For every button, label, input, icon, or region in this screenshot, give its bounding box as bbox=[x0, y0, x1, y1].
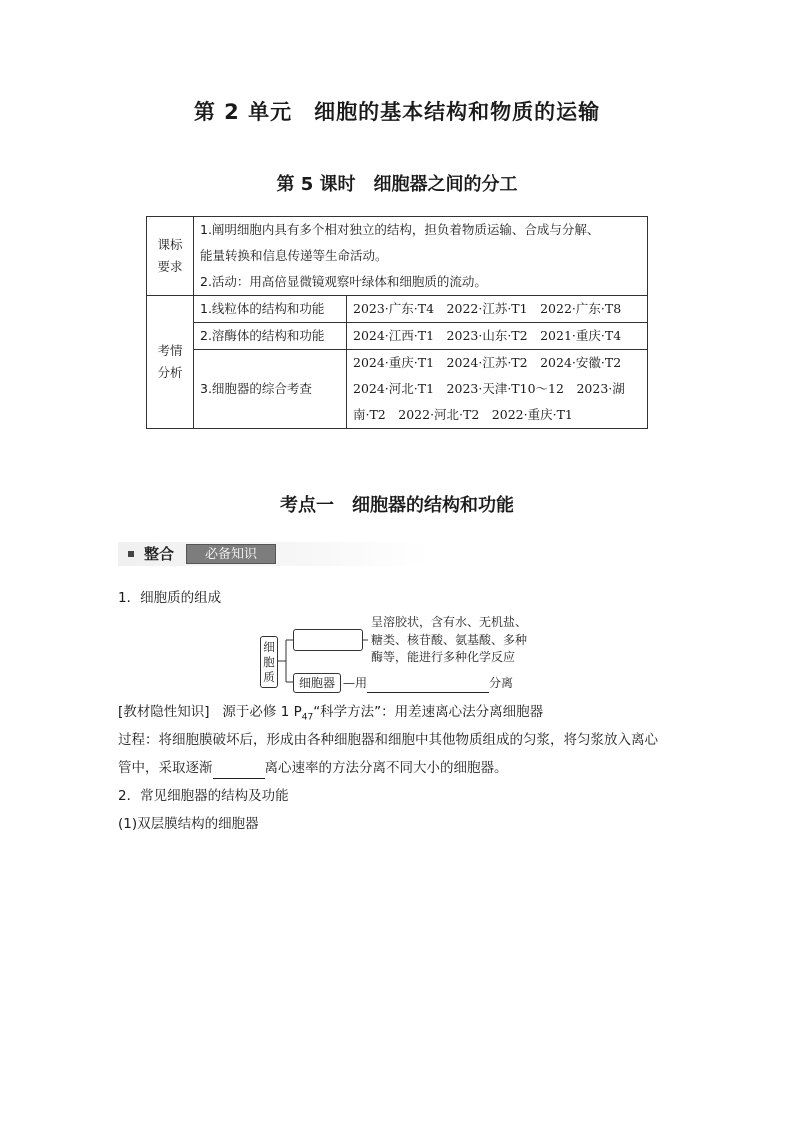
section-label: 整合 bbox=[144, 545, 175, 563]
exam-item: 3.细胞器的综合考查 bbox=[194, 350, 347, 429]
exam-label: 考情 分析 bbox=[147, 296, 194, 429]
unit-number: 第 2 单元 bbox=[193, 100, 293, 124]
heading-1: 1．细胞质的组成 bbox=[118, 590, 222, 606]
exam-row bbox=[147, 323, 648, 350]
kaodian-title bbox=[0, 491, 794, 517]
standard-label: 课标 要求 bbox=[147, 217, 194, 296]
requirements-table bbox=[146, 216, 648, 429]
square-bullet-icon bbox=[128, 551, 134, 557]
process-line-2: 管中，采取逐渐 离心速率的方法分离不同大小的细胞器。 bbox=[118, 757, 508, 779]
standard-content: 1.阐明细胞内具有多个相对独立的结构，担负着物质运输、合成与分解、 能量转换和信息传递等生命活动。 2.活动：用高倍显微镜观察叶绿体和细胞质的流动。 bbox=[194, 217, 648, 296]
answer-blank[interactable] bbox=[213, 762, 265, 779]
kaodian-number: 考点一 bbox=[280, 495, 334, 516]
lesson-number: 第 5 课时 bbox=[276, 174, 356, 195]
hidden-knowledge-line: [教材隐性知识] 源于必修 1 $P_{47}“$科学方法”：用差速离心法分离细胞器 bbox=[118, 704, 544, 723]
section-tag: 必备知识 bbox=[186, 544, 276, 564]
lesson-title bbox=[0, 170, 794, 196]
exam-row bbox=[147, 296, 648, 323]
subheading-double-membrane: (1)双层膜结构的细胞器 bbox=[118, 816, 259, 832]
cytosol-description: 呈溶胶状，含有水、无机盐、 糖类、核苷酸、氨基酸、多种 酶等，能进行多种化学反应 bbox=[371, 615, 528, 664]
heading-2: 2．常见细胞器的结构及功能 bbox=[118, 788, 289, 804]
unit-name: 细胞的基本结构和物质的运输 bbox=[314, 100, 601, 124]
unit-title bbox=[0, 96, 794, 126]
cytoplasm-box: 细 胞 质 bbox=[260, 636, 278, 688]
exam-item: 1.线粒体的结构和功能 bbox=[194, 296, 347, 323]
exam-years: 2024·江西·T1 2023·山东·T2 2021·重庆·T4 bbox=[347, 323, 648, 350]
exam-row bbox=[147, 350, 648, 429]
answer-blank[interactable] bbox=[367, 676, 489, 693]
lesson-name: 细胞器之间的分工 bbox=[373, 174, 518, 195]
exam-years: 2024·重庆·T1 2024·江苏·T2 2024·安徽·T2 2024·河北·T1 2023·天津·T10～12 2023·湖 南·T2 2022·河北·T2 2022·重庆·T1 bbox=[347, 350, 648, 429]
standard-row bbox=[147, 217, 648, 296]
exam-years: 2023·广东·T4 2022·江苏·T1 2022·广东·T8 bbox=[347, 296, 648, 323]
process-line-1: 过程：将细胞膜破坏后，形成由各种细胞器和细胞中其他物质组成的匀浆，将匀浆放入离心 bbox=[118, 732, 658, 748]
exam-item: 2.溶酶体的结构和功能 bbox=[194, 323, 347, 350]
separation-method-line: —用 分离 bbox=[343, 675, 513, 693]
cytosol-blank-box bbox=[293, 629, 363, 651]
kaodian-name: 细胞器的结构和功能 bbox=[352, 495, 514, 516]
section-bar bbox=[118, 542, 430, 566]
organelle-box: 细胞器 bbox=[293, 673, 341, 693]
